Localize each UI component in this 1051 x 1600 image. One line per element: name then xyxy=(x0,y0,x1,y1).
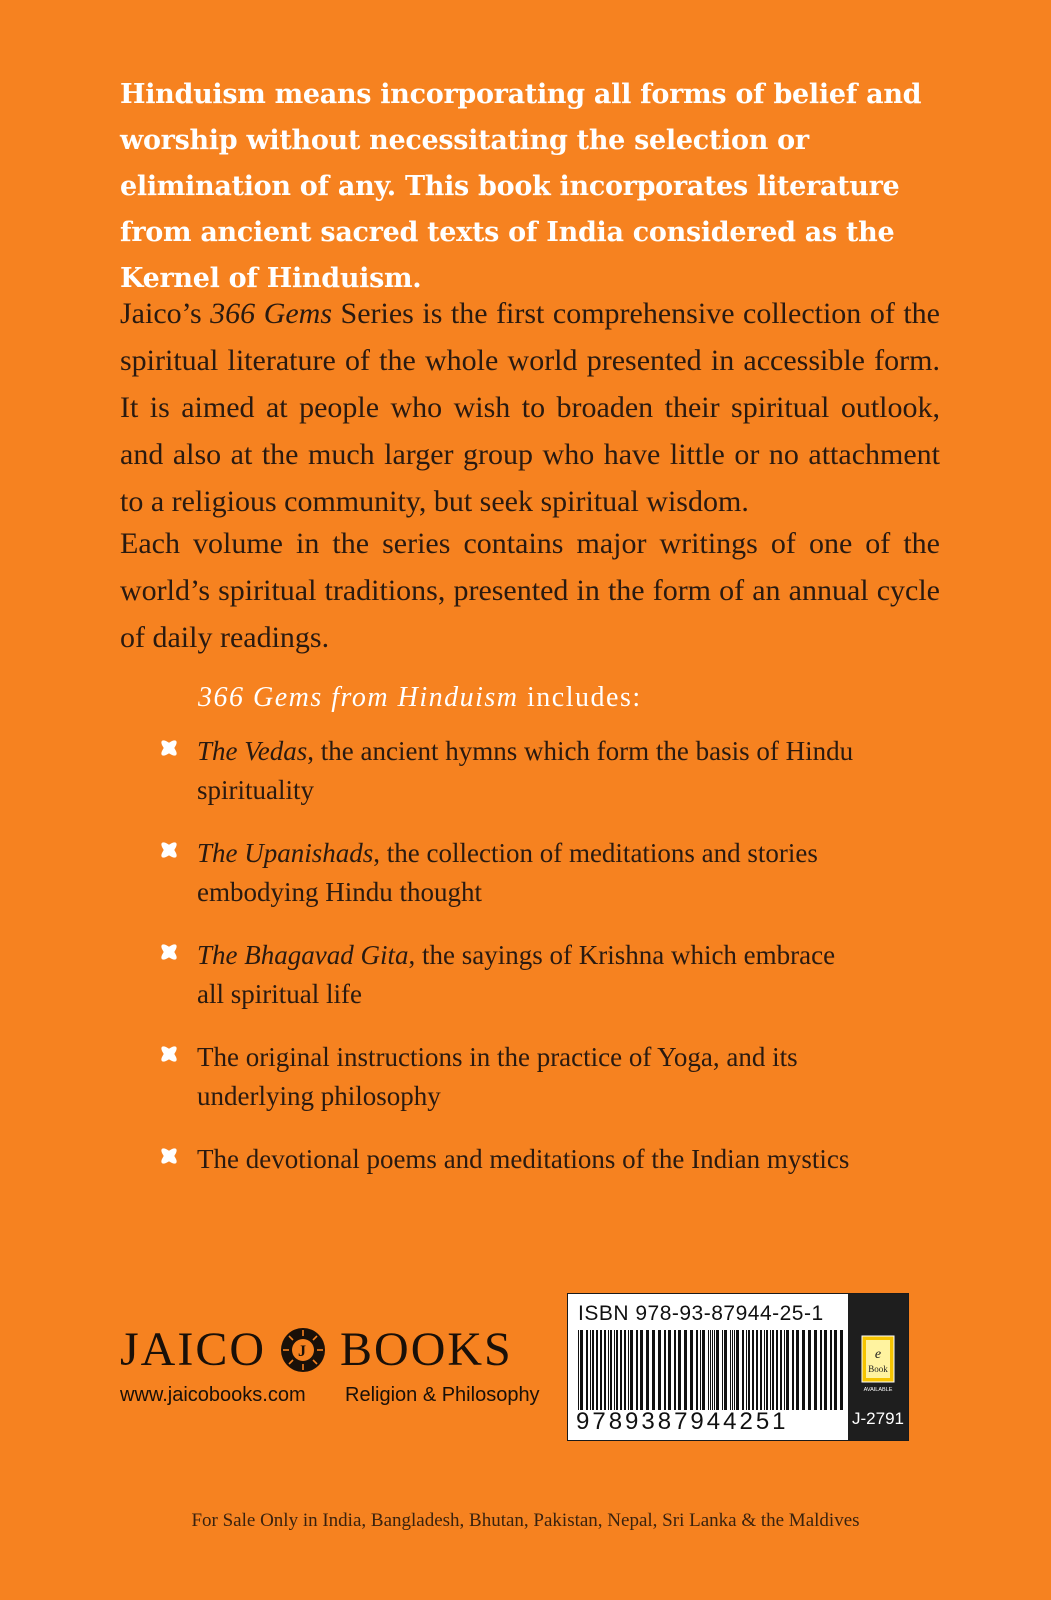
barcode-bar xyxy=(684,1330,687,1410)
barcode-bar xyxy=(636,1330,638,1410)
item-text: , the collection of meditations and stories embodying Hindu thought xyxy=(197,838,818,907)
barcode-bar xyxy=(722,1330,723,1410)
ebook-available: AVAILABLE xyxy=(863,1387,893,1393)
barcode-bar xyxy=(742,1330,744,1410)
barcode-bar xyxy=(678,1330,681,1410)
series-title: 366 Gems xyxy=(210,297,333,330)
barcode-bar xyxy=(820,1330,822,1410)
emblem-letter: J xyxy=(298,1342,309,1360)
barcode-bar xyxy=(776,1330,778,1410)
barcode-bar xyxy=(802,1330,805,1410)
barcode-bar xyxy=(712,1330,713,1410)
barcode-bar xyxy=(756,1330,758,1410)
series-paragraph xyxy=(120,290,940,525)
catalog-code: J-2791 xyxy=(852,1409,904,1428)
barcode-bar xyxy=(736,1330,739,1410)
barcode-bar xyxy=(600,1330,602,1410)
volume-paragraph: Each volume in the series contains major writings of one of the world’s spiritual traditions, presented in the form of an annual cycle of daily readings. xyxy=(120,527,940,654)
ebook-panel xyxy=(848,1294,908,1440)
series-pre: Jaico’s xyxy=(120,297,211,330)
item-title: The Bhagavad Gita xyxy=(197,940,409,970)
barcode-bar xyxy=(628,1330,629,1410)
barcode-bar xyxy=(710,1330,711,1410)
barcode-bar xyxy=(746,1330,747,1410)
barcode-bar xyxy=(808,1330,811,1410)
barcode-bar xyxy=(702,1330,705,1410)
contents-list xyxy=(155,732,855,1203)
barcode-bar xyxy=(700,1330,701,1410)
barcode-bar xyxy=(714,1330,715,1410)
barcode-bar xyxy=(814,1330,817,1410)
barcode-bar xyxy=(792,1330,794,1410)
includes-suffix: includes: xyxy=(518,682,642,713)
list-item xyxy=(155,1140,855,1179)
barcode-bar xyxy=(668,1330,671,1410)
barcode-bar xyxy=(716,1330,719,1410)
barcode-bar xyxy=(578,1330,579,1410)
list-item xyxy=(155,1038,855,1116)
barcode-bar xyxy=(780,1330,782,1410)
barcode-bar xyxy=(840,1330,843,1410)
barcode-bar xyxy=(590,1330,591,1410)
list-item xyxy=(155,936,855,1014)
barcode-bar xyxy=(786,1330,789,1410)
includes-title: 366 Gems from Hinduism xyxy=(198,682,519,713)
barcode-bar xyxy=(732,1330,733,1410)
fleuron-icon xyxy=(155,938,183,966)
barcode-bar xyxy=(734,1330,735,1410)
fleuron-icon xyxy=(155,1040,183,1068)
barcode-bar xyxy=(620,1330,622,1410)
fleuron-icon xyxy=(155,734,183,762)
item-text: , the ancient hymns which form the basis of Hindu spirituality xyxy=(197,736,854,805)
lead-paragraph: Hinduism means incorporating all forms of belief and worship without necessitating the selection or elimination of any. This book incorporates literature from ancient sacred texts of India considered as the Kernel of Hinduism. xyxy=(120,79,922,294)
jaico-emblem-icon xyxy=(280,1327,326,1373)
logo-word-books: BOOKS xyxy=(340,1323,513,1376)
item-title: The Upanishads xyxy=(197,838,374,868)
item-text: , the sayings of Krishna which embrace all spiritual life xyxy=(197,940,836,1009)
barcode-bar xyxy=(652,1330,655,1410)
barcode-bar xyxy=(748,1330,750,1410)
barcode-bar xyxy=(784,1330,785,1410)
list-item xyxy=(155,834,855,912)
barcode-bar xyxy=(664,1330,666,1410)
genre-label: Religion & Philosophy xyxy=(345,1384,540,1406)
barcode xyxy=(576,1330,844,1410)
barcode-bar xyxy=(766,1330,768,1410)
barcode-bar xyxy=(730,1330,731,1410)
barcode-bar xyxy=(696,1330,698,1410)
barcode-bar xyxy=(690,1330,693,1410)
publisher-website: www.jaicobooks.com xyxy=(120,1384,306,1406)
barcode-bar xyxy=(708,1330,709,1410)
item-text: The original instructions in the practice of Yoga, and its underlying philosophy xyxy=(197,1042,798,1111)
barcode-bar xyxy=(624,1330,626,1410)
barcode-bar xyxy=(614,1330,615,1410)
barcode-bar xyxy=(830,1330,832,1410)
barcode-bar xyxy=(752,1330,754,1410)
barcode-bar xyxy=(640,1330,643,1410)
barcode-bar xyxy=(796,1330,799,1410)
isbn-barcode-box xyxy=(567,1293,909,1441)
barcode-bar xyxy=(630,1330,633,1410)
ebook-word: Book xyxy=(868,1364,888,1374)
barcode-bar xyxy=(724,1330,727,1410)
fleuron-icon xyxy=(155,836,183,864)
includes-heading xyxy=(198,682,642,714)
barcode-bar xyxy=(604,1330,606,1410)
fleuron-icon xyxy=(155,1142,183,1170)
barcode-bar xyxy=(834,1330,837,1410)
barcode-bar xyxy=(764,1330,765,1410)
barcode-bar xyxy=(772,1330,774,1410)
list-item xyxy=(155,732,855,810)
publisher-logo xyxy=(120,1322,513,1377)
barcode-bar xyxy=(580,1330,583,1410)
item-title: The Vedas xyxy=(197,736,308,766)
ebook-available-icon xyxy=(860,1334,896,1394)
barcode-bar xyxy=(760,1330,762,1410)
series-post: Series is the first comprehensive collection of the spiritual literature of the whole world presented in accessible form. It is aimed at people who wish to broaden their spiritual outlook, and also at the much larger group who have little or no attachment to a religious community, but seek spiritual wisdom. xyxy=(120,297,940,518)
barcode-bar xyxy=(646,1330,649,1410)
isbn-label: ISBN 978-93-87944-25-1 xyxy=(578,1302,824,1325)
ebook-letter: e xyxy=(874,1347,882,1362)
barcode-bar xyxy=(586,1330,588,1410)
barcode-bar xyxy=(608,1330,609,1410)
isbn-digits: 9789387944251 xyxy=(576,1408,789,1435)
item-text: The devotional poems and meditations of the Indian mystics xyxy=(197,1144,850,1174)
barcode-bar xyxy=(674,1330,676,1410)
sale-territory-notice: For Sale Only in India, Bangladesh, Bhutan, Pakistan, Nepal, Sri Lanka & the Maldives xyxy=(191,1510,860,1531)
barcode-bar xyxy=(610,1330,612,1410)
barcode-bar xyxy=(596,1330,598,1410)
barcode-bar xyxy=(658,1330,661,1410)
logo-word-jaico: JAICO xyxy=(120,1323,267,1376)
barcode-bar xyxy=(824,1330,827,1410)
barcode-bar xyxy=(616,1330,618,1410)
barcode-bar xyxy=(592,1330,594,1410)
barcode-bar xyxy=(770,1330,771,1410)
